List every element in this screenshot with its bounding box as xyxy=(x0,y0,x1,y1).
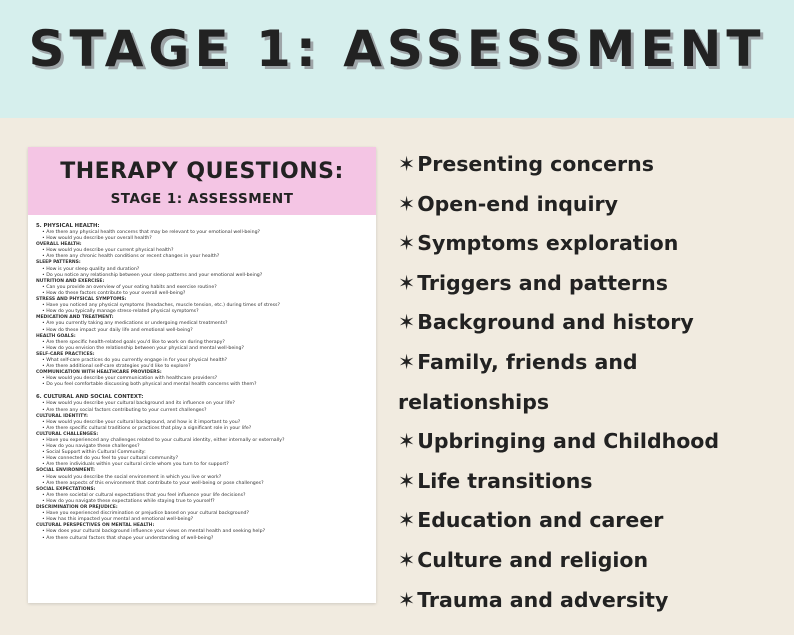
topic-label: Trauma and adversity xyxy=(417,587,669,612)
question-item: • How would you describe your communication with healthcare providers? xyxy=(36,376,372,382)
topic-label: Life transitions xyxy=(417,468,593,493)
topic-item xyxy=(398,422,788,462)
question-group-heading: SOCIAL EXPECTATIONS: xyxy=(36,486,96,492)
question-item: • How do you typically manage stress-related physical symptoms? xyxy=(36,309,372,315)
question-group-heading: CULTURAL CHALLENGES: xyxy=(36,431,99,437)
question-item: • How do you navigate these expectations while staying true to yourself? xyxy=(36,499,372,505)
question-item: • How do you navigate these challenges? xyxy=(36,444,372,450)
question-group-heading: MEDICATION AND TREATMENT: xyxy=(36,315,114,321)
topic-item xyxy=(398,581,788,621)
topic-item xyxy=(398,264,788,304)
star-bullet-icon: ✶ xyxy=(398,587,416,612)
question-item: • Do you feel comfortable discussing both physical and mental health concerns with them? xyxy=(36,382,372,388)
topic-label: Symptoms exploration xyxy=(417,231,679,256)
question-item: • Are there cultural factors that shape your understanding of well-being? xyxy=(36,536,372,542)
header-banner xyxy=(0,0,794,118)
question-item: • Are there societal or cultural expectations that you feel influence your life decisions? xyxy=(36,493,372,499)
question-group-heading: OVERALL HEALTH: xyxy=(36,242,82,248)
topic-label: Presenting concerns xyxy=(417,152,654,176)
question-group-heading: COMMUNICATION WITH HEALTHCARE PROVIDERS: xyxy=(36,370,162,376)
question-group-heading: CULTURAL PERSPECTIVES ON MENTAL HEALTH: xyxy=(36,523,155,529)
topic-label: Triggers and patterns xyxy=(417,270,668,295)
star-bullet-icon: ✶ xyxy=(398,547,416,572)
question-item: • Are there aspects of this environment that contribute to your well-being or pose challenges? xyxy=(36,481,372,487)
topic-list xyxy=(398,145,788,620)
question-item: • Are there individuals within your cultural circle whom you turn to for support? xyxy=(36,462,372,468)
question-item: • Do you notice any relationship between your sleep patterns and your emotional well-being? xyxy=(36,273,372,279)
topic-label: Family, friends and xyxy=(417,349,638,374)
star-bullet-icon: ✶ xyxy=(398,349,416,374)
question-item: • How would you describe your overall health? xyxy=(36,236,372,242)
topic-label: Education and career xyxy=(417,508,664,533)
question-item: • How do these factors contribute to your overall well-being? xyxy=(36,291,372,297)
star-bullet-icon: ✶ xyxy=(398,468,416,493)
question-item: • Have you experienced any challenges related to your cultural identity, either internally or externally? xyxy=(36,438,372,444)
section-title: 5. PHYSICAL HEALTH: xyxy=(36,223,100,229)
page-title: STAGE 1: ASSESSMENT xyxy=(28,20,766,78)
question-item: • How has this impacted your mental and emotional well-being? xyxy=(36,517,372,523)
section-title: 6. CULTURAL AND SOCIAL CONTEXT: xyxy=(36,394,144,401)
question-item: • Are there specific health-related goals you'd like to work on during therapy? xyxy=(36,340,372,346)
question-group-heading: DISCRIMINATION OR PREJUDICE: xyxy=(36,505,118,511)
star-bullet-icon: ✶ xyxy=(398,191,416,216)
topic-item xyxy=(398,185,788,225)
topic-item xyxy=(398,383,788,423)
topic-label: Open-end inquiry xyxy=(417,191,618,216)
question-item: • Can you provide an overview of your eating habits and exercise routine? xyxy=(36,285,372,291)
star-bullet-icon: ✶ xyxy=(398,270,416,295)
question-item: • How does your cultural background influence your views on mental health and seeking help? xyxy=(36,529,372,535)
question-item: • Social Support within Cultural Community: xyxy=(36,450,372,456)
topic-label: Upbringing and Childhood xyxy=(417,429,720,454)
question-item: • How would you describe your current physical health? xyxy=(36,248,372,254)
worksheet-header xyxy=(28,147,376,215)
question-item: • How do you envision the relationship between your physical and mental well-being? xyxy=(36,346,372,352)
question-item: • How would you describe your cultural background, and how is it important to you? xyxy=(36,420,372,426)
topic-item xyxy=(398,303,788,343)
question-group-heading: STRESS AND PHYSICAL SYMPTOMS: xyxy=(36,297,127,303)
star-bullet-icon: ✶ xyxy=(398,310,416,335)
question-group-heading: SELF-CARE PRACTICES: xyxy=(36,351,95,357)
question-item: • Are you currently taking any medications or undergoing medical treatments? xyxy=(36,321,372,327)
question-group-heading: NUTRITION AND EXERCISE: xyxy=(36,278,105,284)
question-item: • Have you noticed any physical symptoms (headaches, muscle tension, etc.) during times of stress? xyxy=(36,303,372,309)
question-group-heading: SOCIAL ENVIRONMENT: xyxy=(36,468,95,474)
topic-label: relationships xyxy=(398,389,550,414)
topic-item xyxy=(398,462,788,502)
question-item: • What self-care practices do you currently engage in for your physical health? xyxy=(36,358,372,364)
topic-label: Background and history xyxy=(417,310,694,335)
star-bullet-icon: ✶ xyxy=(398,429,416,454)
worksheet-body xyxy=(36,223,372,542)
question-item: • Are there any physical health concerns that may be relevant to your emotional well-being? xyxy=(36,230,372,236)
question-group-heading: CULTURAL IDENTITY: xyxy=(36,413,88,419)
star-bullet-icon: ✶ xyxy=(398,508,416,533)
question-item: • How connected do you feel to your cultural community? xyxy=(36,456,372,462)
topic-item xyxy=(398,145,788,185)
topic-item xyxy=(398,343,788,383)
question-item: • How is your sleep quality and duration? xyxy=(36,267,372,273)
topic-item xyxy=(398,501,788,541)
question-item: • Have you experienced discrimination or prejudice based on your cultural background? xyxy=(36,511,372,517)
question-item: • Are there any chronic health conditions or recent changes in your health? xyxy=(36,254,372,260)
question-item: • How would you describe your cultural background and its influence on your life? xyxy=(36,401,372,407)
worksheet-preview xyxy=(28,147,376,603)
question-item: • Are there any social factors contributing to your current challenges? xyxy=(36,408,372,414)
question-group-heading: HEALTH GOALS: xyxy=(36,333,76,339)
question-item: • How would you describe the social environment in which you live or work? xyxy=(36,475,372,481)
worksheet-title: THERAPY QUESTIONS: xyxy=(60,159,344,184)
question-item: • Are there specific cultural traditions or practices that play a significant role in your life? xyxy=(36,426,372,432)
star-bullet-icon: ✶ xyxy=(398,231,416,256)
worksheet-subtitle: STAGE 1: ASSESSMENT xyxy=(110,191,294,207)
topic-label: Culture and religion xyxy=(417,547,649,572)
question-item: • Are there additional self-care strategies you'd like to explore? xyxy=(36,364,372,370)
question-item: • How do these impact your daily life and emotional well-being? xyxy=(36,328,372,334)
question-group-heading: SLEEP PATTERNS: xyxy=(36,260,81,266)
topic-item xyxy=(398,541,788,581)
star-bullet-icon: ✶ xyxy=(398,152,416,176)
topic-item xyxy=(398,224,788,264)
